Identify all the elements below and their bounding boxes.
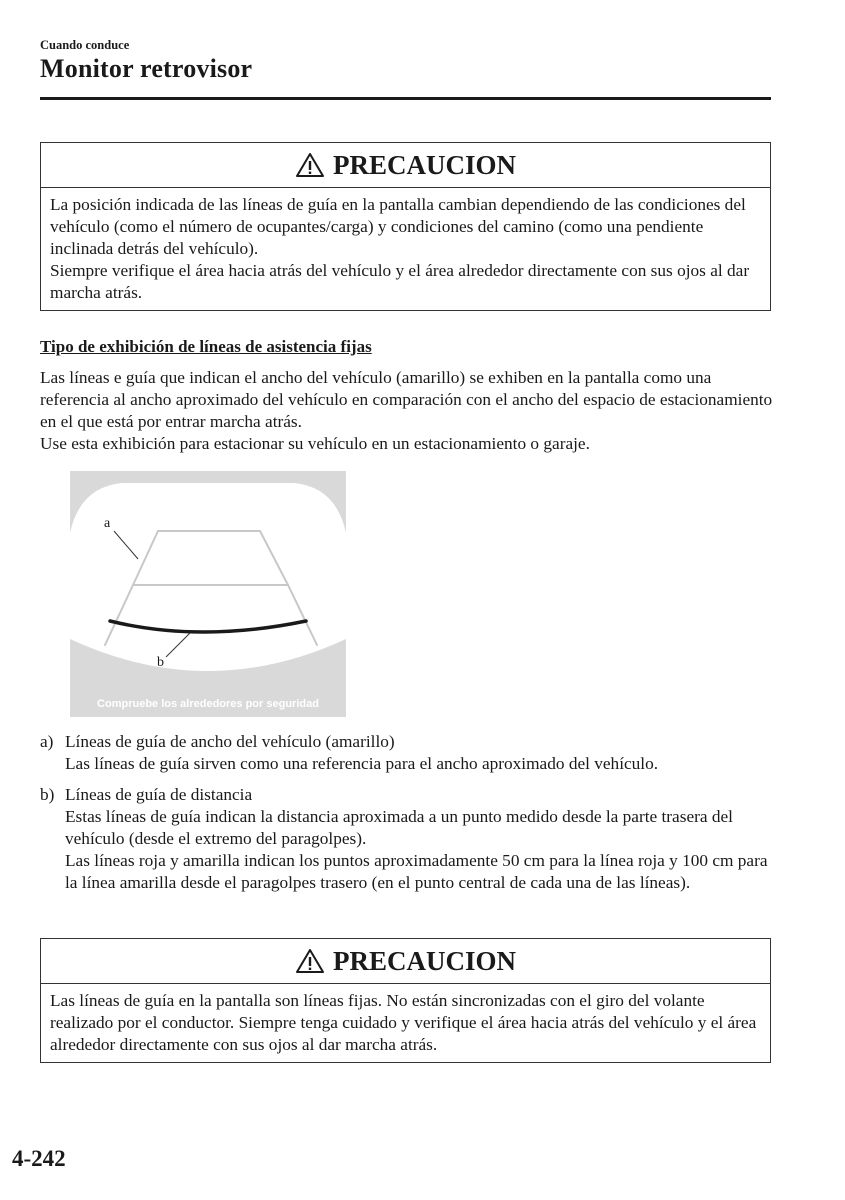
- rear-view-guide-lines-figure: [70, 471, 346, 717]
- caution-1-paragraph: La posición indicada de las líneas de guía en la pantalla cambian dependiendo de las condiciones del vehículo (como el número de ocupantes/carga) y condiciones del camino (como una pendiente inclinada detrás del vehículo).: [50, 195, 746, 258]
- warning-triangle-icon: [295, 152, 325, 178]
- list-desc-a: Las líneas de guía sirven como una referencia para el ancho aproximado del vehículo.: [65, 754, 659, 773]
- list-item-b: [40, 784, 775, 894]
- label-a: a: [104, 516, 111, 531]
- caution-body-1: [41, 188, 770, 310]
- caution-title-2: PRECAUCION: [332, 945, 516, 976]
- list-item-a: [40, 731, 775, 775]
- list-marker-a: a): [40, 732, 54, 751]
- list-marker-b: b): [40, 785, 55, 804]
- caution-box-2: [40, 938, 771, 1063]
- section-body: [40, 367, 775, 455]
- caution-box-1: [40, 142, 771, 311]
- caution-heading-2: [41, 939, 770, 984]
- caution-body-2: [41, 984, 770, 1062]
- caution-title-1: PRECAUCION: [332, 149, 516, 180]
- section-paragraph: Use esta exhibición para estacionar su vehículo en un estacionamiento o garaje.: [40, 434, 590, 453]
- caution-heading-1: [41, 143, 770, 188]
- label-b: b: [157, 655, 164, 670]
- page-number: 4-242: [12, 1146, 66, 1171]
- title-divider: [40, 97, 771, 100]
- section-label: Cuando conduce: [40, 38, 130, 52]
- list-desc-b: Estas líneas de guía indican la distancia aproximada a un punto medido desde la parte trasera del vehículo (desde el extremo del paragolpes).: [65, 807, 733, 848]
- list-title-a: Líneas de guía de ancho del vehículo (amarillo): [65, 732, 395, 751]
- section-heading: Tipo de exhibición de líneas de asistencia fijas: [40, 337, 372, 356]
- list-title-b: Líneas de guía de distancia: [65, 785, 253, 804]
- warning-triangle-icon: [295, 948, 325, 974]
- figure-caption: Compruebe los alrededores por seguridad: [97, 698, 319, 710]
- list-desc-b: Las líneas roja y amarilla indican los puntos aproximadamente 50 cm para la línea roja y 100 cm para la línea amarilla desde el paragolpes trasero (en el punto central de cada una de las líneas).: [65, 851, 768, 892]
- caution-1-paragraph: Siempre verifique el área hacia atrás del vehículo y el área alrededor directamente con sus ojos al dar marcha atrás.: [50, 261, 750, 302]
- section-paragraph: Las líneas e guía que indican el ancho del vehículo (amarillo) se exhiben en la pantalla como una referencia al ancho aproximado del vehículo en comparación con el ancho del espacio de estacionamiento en el que está por entrar marcha atrás.: [40, 368, 773, 431]
- caution-2-paragraph: Las líneas de guía en la pantalla son líneas fijas. No están sincronizadas con el giro del volante realizado por el conductor. Siempre tenga cuidado y verifique el área hacia atrás del vehículo y el área alrededor directamente con sus ojos al dar marcha atrás.: [50, 991, 757, 1054]
- page-title: Monitor retrovisor: [40, 54, 253, 83]
